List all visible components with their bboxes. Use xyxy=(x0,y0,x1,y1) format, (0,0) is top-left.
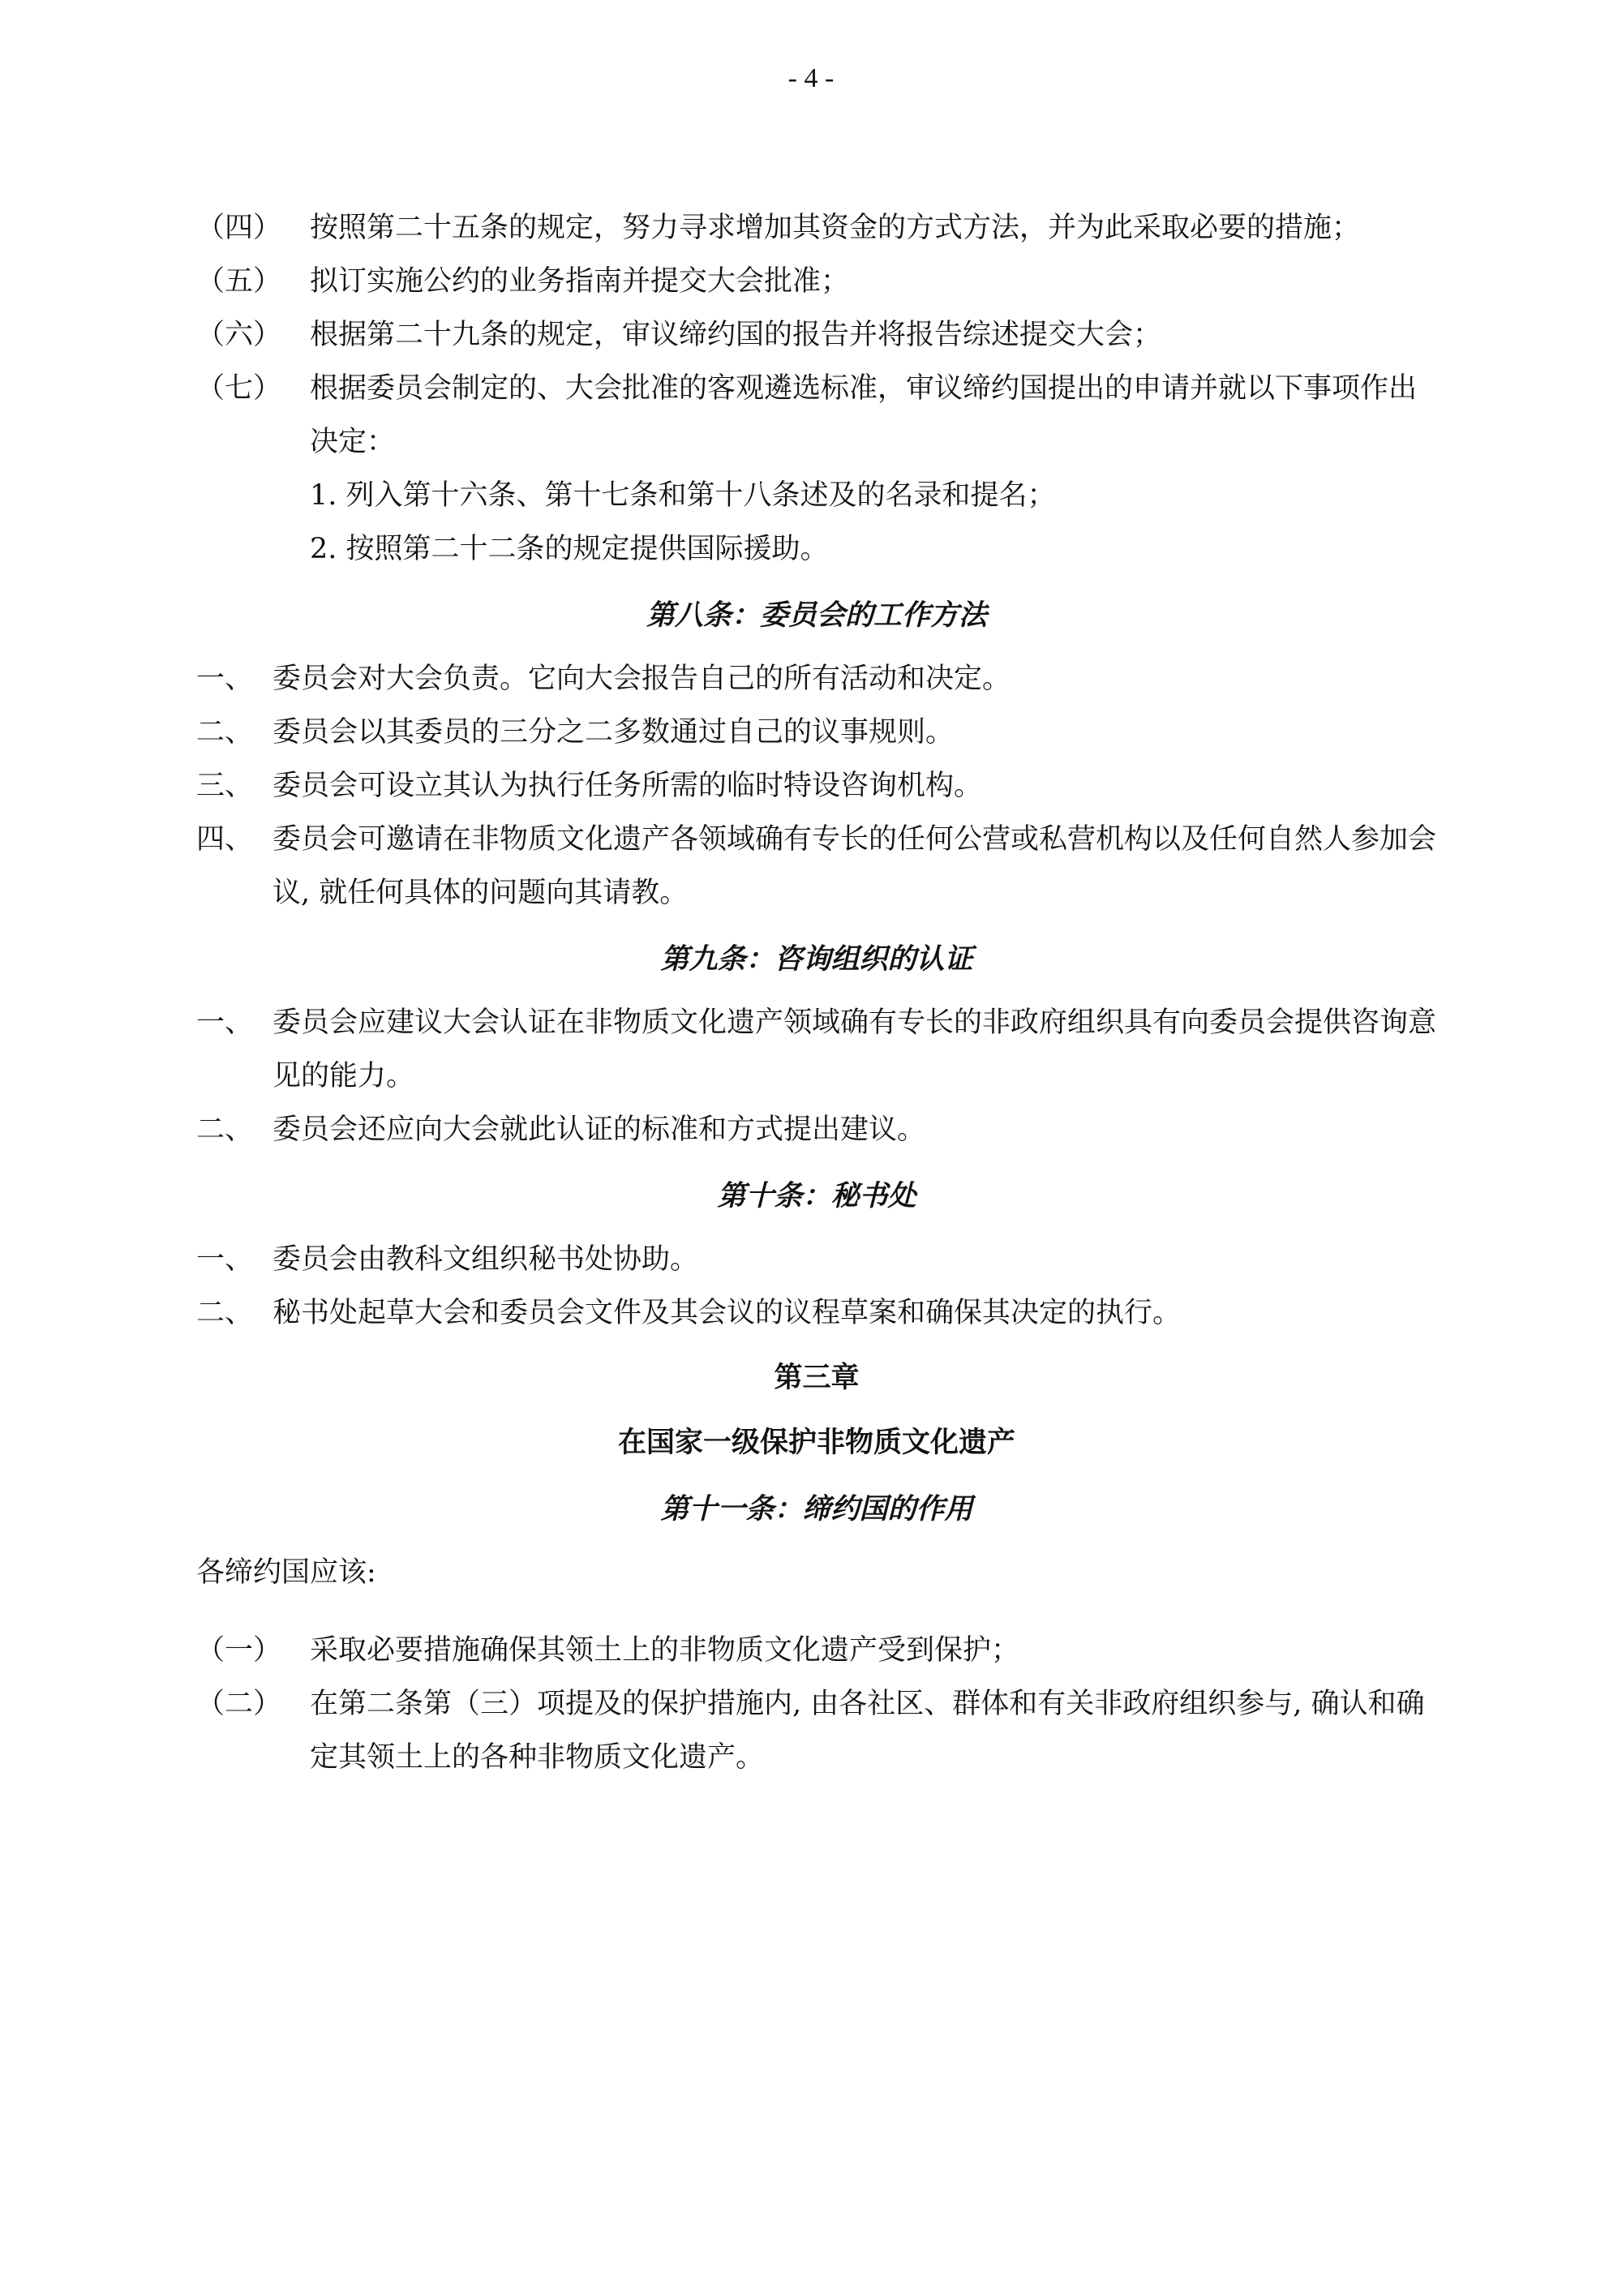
list-text: 拟订实施公约的业务指南并提交大会批准； xyxy=(310,265,850,298)
document-body xyxy=(196,201,1437,1784)
page-number: - 4 - xyxy=(787,63,835,93)
list-marker: 四、 xyxy=(196,823,254,856)
list-text: 在第二条第（三）项提及的保护措施内, 由各社区、群体和有关非政府组织参与, 确认和确定其领土上的各种非物质文化遗产。 xyxy=(310,1688,1425,1774)
list-marker: 一、 xyxy=(196,1243,254,1276)
list-item xyxy=(196,652,1437,706)
list-marker: 二、 xyxy=(196,1297,254,1329)
list-marker: 三、 xyxy=(196,770,254,802)
article-11-list xyxy=(196,1624,1437,1784)
list-marker: 二、 xyxy=(196,716,254,749)
article-11-intro: 各缔约国应该: xyxy=(196,1556,376,1589)
list-text: 委员会可邀请在非物质文化遗产各领域确有专长的任何公营或私营机构以及任何自然人参加会议, 就任何具体的问题向其请教。 xyxy=(272,823,1437,909)
list-marker: （六） xyxy=(196,319,282,351)
list-item xyxy=(196,201,1437,255)
list-text: 委员会由教科文组织秘书处协助。 xyxy=(272,1243,699,1276)
list-item xyxy=(196,1103,1437,1157)
article-11-title: 第十一条：缔约国的作用 xyxy=(660,1493,973,1526)
list-text: 委员会对大会负责。它向大会报告自己的所有活动和决定。 xyxy=(272,663,1011,695)
list-text: 按照第二十五条的规定，努力寻求增加其资金的方式方法，并为此采取必要的措施； xyxy=(310,212,1361,244)
list-marker: （二） xyxy=(196,1688,282,1720)
list-text: 根据第二十九条的规定，审议缔约国的报告并将报告综述提交大会； xyxy=(310,319,1162,351)
list-item xyxy=(196,1286,1437,1340)
list-item xyxy=(196,1624,1437,1677)
list-marker: 一、 xyxy=(196,1006,254,1039)
list-text: 秘书处起草大会和委员会文件及其会议的议程草案和确保其决定的执行。 xyxy=(272,1297,1182,1329)
list-marker: （五） xyxy=(196,265,282,298)
list-item xyxy=(196,362,1437,469)
list-marker: 二、 xyxy=(196,1114,254,1146)
list-text: 采取必要措施确保其领土上的非物质文化遗产受到保护； xyxy=(310,1634,1020,1667)
list-text: 委员会还应向大会就此认证的标准和方式提出建议。 xyxy=(272,1114,926,1146)
list-text: 委员会以其委员的三分之二多数通过自己的议事规则。 xyxy=(272,716,955,749)
list-text: 根据委员会制定的、大会批准的客观遴选标准，审议缔约国提出的申请并就以下事项作出决定： xyxy=(310,372,1418,458)
list-item xyxy=(196,813,1437,920)
list-item xyxy=(196,308,1437,362)
list-text: 委员会应建议大会认证在非物质文化遗产领域确有专长的非政府组织具有向委员会提供咨询意见的能力。 xyxy=(272,1006,1437,1092)
article-9-list xyxy=(196,996,1437,1157)
article-8-list xyxy=(196,652,1437,920)
list-item xyxy=(196,706,1437,759)
article-9-title: 第九条：咨询组织的认证 xyxy=(660,943,973,976)
list-item xyxy=(196,255,1437,308)
article-8-title: 第八条：委员会的工作方法 xyxy=(646,599,987,632)
list-item xyxy=(196,996,1437,1103)
chapter-number: 第三章 xyxy=(774,1362,860,1394)
sub-list-item: 1. 列入第十六条、第十七条和第十八条述及的名录和提名； xyxy=(310,479,1056,512)
list-text: 委员会可设立其认为执行任务所需的临时特设咨询机构。 xyxy=(272,770,983,802)
list-item xyxy=(196,1677,1437,1784)
functions-list xyxy=(196,201,1437,576)
chapter-title: 在国家一级保护非物质文化遗产 xyxy=(617,1427,1015,1459)
article-10-title: 第十条：秘书处 xyxy=(717,1180,916,1212)
list-marker: 一、 xyxy=(196,663,254,695)
list-marker: （四） xyxy=(196,212,282,244)
list-marker: （七） xyxy=(196,372,282,405)
sub-list-item: 2. 按照第二十二条的规定提供国际援助。 xyxy=(310,533,829,565)
list-marker: （一） xyxy=(196,1634,282,1667)
article-10-list xyxy=(196,1233,1437,1340)
list-item xyxy=(196,1233,1437,1286)
list-item xyxy=(196,759,1437,813)
